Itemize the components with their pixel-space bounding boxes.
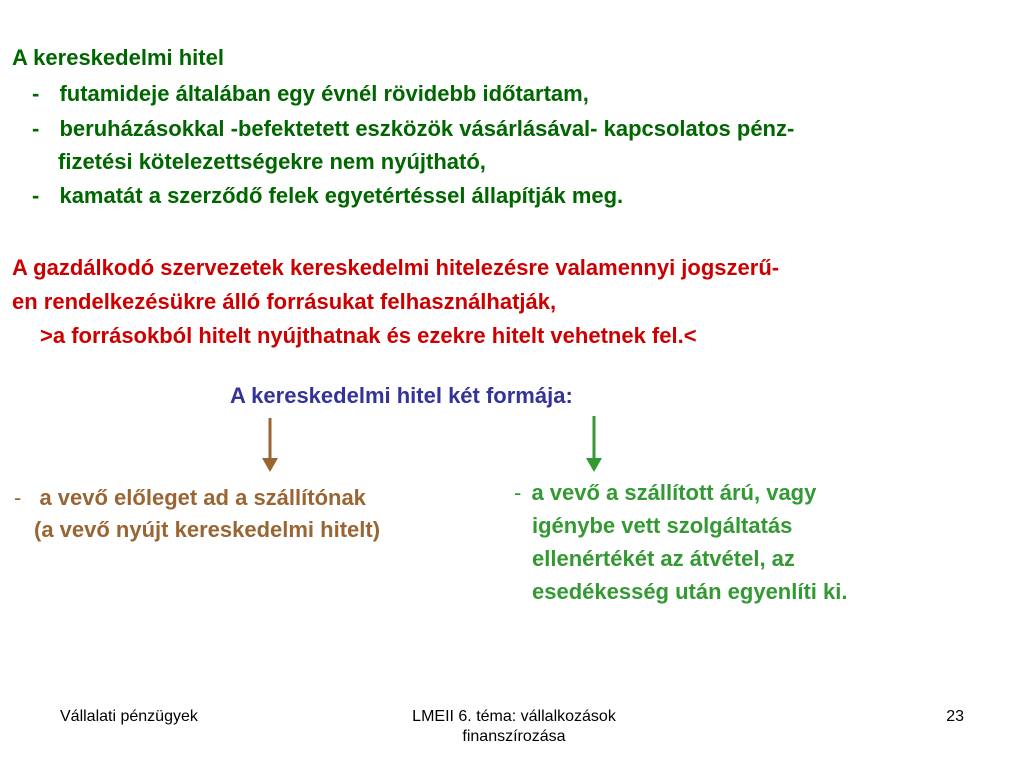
right-form-line-3: ellenértékét az átvétel, az [532,546,795,571]
left-form-line-1 [14,482,366,514]
bullet-dash: - [514,480,522,505]
green-down-arrow-icon [580,416,608,474]
section2-line-3: >a forrásokból hitelt nyújthatnak és ezekre hitelt vehetnek fel.< [40,323,697,348]
right-form-line-2: igénybe vett szolgáltatás [532,513,793,538]
footer-left: Vállalati pénzügyek [60,708,198,725]
footer-center-line-1: LMEII 6. téma: vállalkozások [412,708,616,725]
bullet-dash: - [32,116,40,141]
bullet-dash: - [32,81,40,106]
section1-item-2-continued: fizetési kötelezettségekre nem nyújtható, [58,149,486,174]
page-number: 23 [946,708,964,725]
section1-title: A kereskedelmi hitel [12,45,224,70]
brown-down-arrow-icon [256,418,284,474]
right-form-line-4: esedékesség után egyenlíti ki. [532,579,848,604]
bullet-dash: - [14,485,22,510]
item-text: kamatát a szerződő felek egyetértéssel állapítják meg. [59,183,624,208]
section2-line-1: A gazdálkodó szervezetek kereskedelmi hitelezésre valamennyi jogszerű- [12,255,780,280]
right-form-line-1 [514,477,816,509]
bullet-dash: - [32,183,40,208]
section2-line-2: en rendelkezésükre álló forrásukat felhasználhatják, [12,289,557,314]
section1-item-3 [32,180,623,212]
footer-center [364,707,664,747]
section1-item-1 [32,78,589,110]
footer-center-line-2: finanszírozása [462,728,566,745]
left-form-text: a vevő előleget ad a szállítónak [39,485,366,510]
item-text: beruházásokkal -befektetett eszközök vásárlásával- kapcsolatos pénz- [59,116,795,141]
section1-item-2 [32,113,794,145]
forms-heading: A kereskedelmi hitel két formája: [230,383,573,408]
item-text: futamideje általában egy évnél rövidebb időtartam, [59,81,589,106]
right-form-text: a vevő a szállított árú, vagy [531,480,817,505]
left-form-line-2: (a vevő nyújt kereskedelmi hitelt) [34,517,381,542]
